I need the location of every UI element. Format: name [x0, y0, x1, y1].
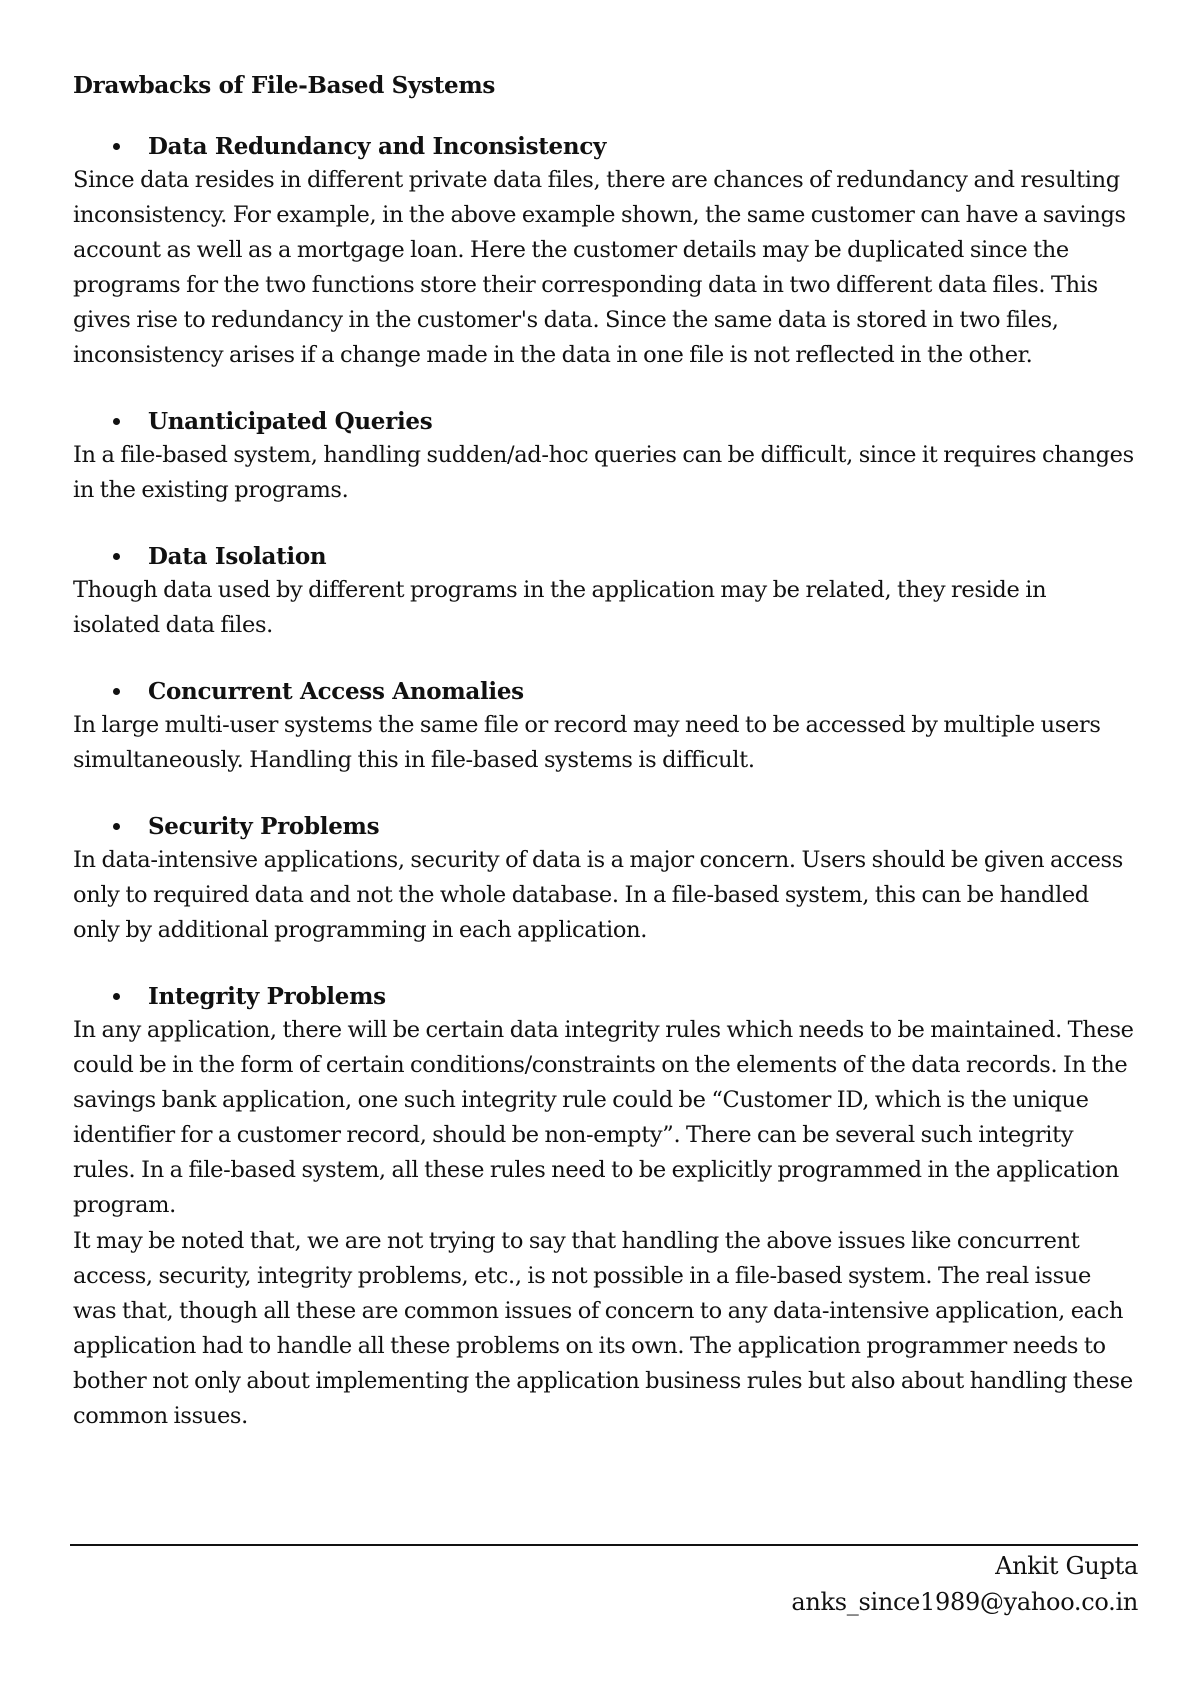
section-heading [113, 813, 1135, 840]
closing-paragraph: It may be noted that, we are not trying to say that handling the above issues like concurrent access, security, integrity problems, etc., is not possible in a file-based system. The real issue was that, though all these are common issues of concern to any data-intensive application, each application had to handle all these problems on its own. The application programmer needs to bother not only about implementing the application business rules but also about handling these common issues. [73, 1228, 1133, 1429]
section-unanticipated-queries [73, 408, 1135, 508]
section-heading [113, 543, 1135, 570]
section-heading-text: Concurrent Access Anomalies [148, 678, 524, 705]
bullet-icon [113, 993, 120, 1000]
section-heading-text: Unanticipated Queries [148, 408, 433, 435]
section-body: In a file-based system, handling sudden/ad-hoc queries can be difficult, since it requires changes in the existing programs. [73, 442, 1134, 503]
section-data-isolation [73, 543, 1135, 643]
section-heading-text: Integrity Problems [148, 983, 386, 1010]
section-heading [113, 678, 1135, 705]
bullet-icon [113, 418, 120, 425]
section-concurrent-access [73, 678, 1135, 778]
section-heading-text: Data Redundancy and Inconsistency [148, 133, 607, 160]
section-heading [113, 133, 1135, 160]
footer-divider [70, 1544, 1138, 1546]
footer-author: Ankit Gupta [995, 1552, 1138, 1580]
section-security-problems [73, 813, 1135, 948]
section-body: In large multi-user systems the same file or record may need to be accessed by multiple users simultaneously. Handling this in file-based systems is difficult. [73, 712, 1101, 773]
bullet-icon [113, 688, 120, 695]
bullet-icon [113, 823, 120, 830]
section-integrity-problems [73, 983, 1135, 1223]
footer-email: anks_since1989@yahoo.co.in [791, 1588, 1138, 1616]
document-page [73, 72, 1135, 1434]
section-heading [113, 408, 1135, 435]
section-body: In data-intensive applications, security of data is a major concern. Users should be given access only to required data and not the whole database. In a file-based system, this can be handled only by additional programming in each application. [73, 847, 1123, 943]
bullet-icon [113, 553, 120, 560]
section-body: Since data resides in different private data files, there are chances of redundancy and resulting inconsistency. For example, in the above example shown, the same customer can have a savings account as well as a mortgage loan. Here the customer details may be duplicated since the programs for the two functions store their corresponding data in two different data files. This gives rise to redundancy in the customer's data. Since the same data is stored in two files, inconsistency arises if a change made in the data in one file is not reflected in the other. [73, 167, 1126, 368]
bullet-icon [113, 143, 120, 150]
footer [791, 1548, 1138, 1620]
section-body: Though data used by different programs in the application may be related, they reside in isolated data files. [73, 577, 1047, 638]
section-data-redundancy [73, 133, 1135, 373]
document-title: Drawbacks of File-Based Systems [73, 72, 496, 99]
section-body: In any application, there will be certain data integrity rules which needs to be maintained. These could be in the form of certain conditions/constraints on the elements of the data records. In the savings bank application, one such integrity rule could be “Customer ID, which is the unique identifier for a customer record, should be non-empty”. There can be several such integrity rules. In a file-based system, all these rules need to be explicitly programmed in the application program. [73, 1017, 1134, 1218]
section-heading-text: Security Problems [148, 813, 380, 840]
section-heading-text: Data Isolation [148, 543, 327, 570]
section-heading [113, 983, 1135, 1010]
